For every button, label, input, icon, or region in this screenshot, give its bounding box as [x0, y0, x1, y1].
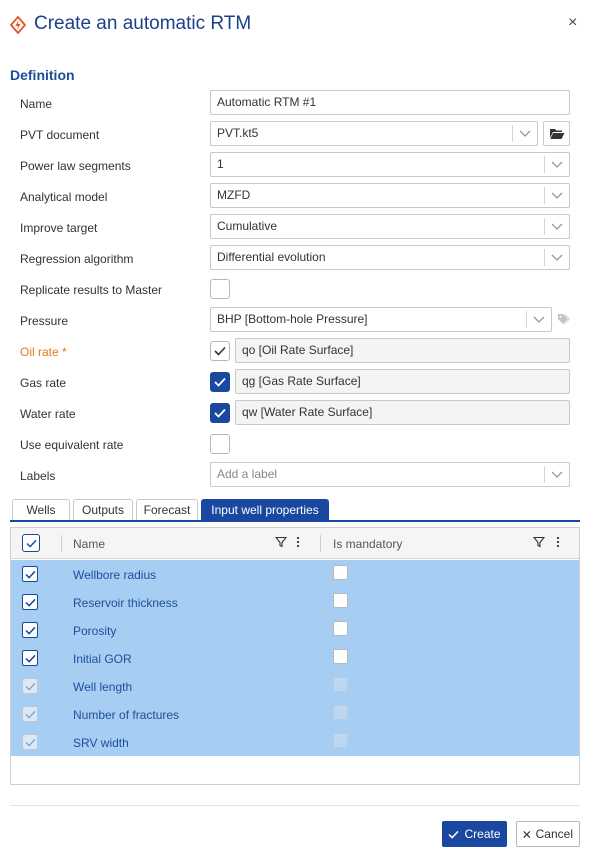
oil-rate-label-text: Oil rate: [20, 345, 59, 359]
cancel-label: Cancel: [535, 827, 573, 841]
name-value: Automatic RTM #1: [217, 95, 317, 109]
check-icon: [448, 830, 459, 839]
rtm-logo-icon: [9, 16, 27, 34]
filter-icon[interactable]: [275, 536, 287, 551]
chevron-down-icon[interactable]: [545, 153, 569, 176]
oil-rate-input[interactable]: [235, 338, 570, 363]
column-menu-icon[interactable]: [556, 536, 560, 551]
row-name: Well length: [73, 680, 133, 694]
replicate-label: Replicate results to Master: [20, 283, 163, 297]
row-select-checkbox[interactable]: [22, 594, 38, 610]
pvt-document-label: PVT document: [20, 128, 100, 142]
power-law-value: 1: [217, 157, 224, 171]
folder-open-icon: [549, 127, 565, 140]
cancel-button[interactable]: [516, 821, 580, 847]
water-rate-label: Water rate: [20, 407, 76, 421]
column-header-mandatory[interactable]: Is mandatory: [333, 537, 403, 551]
mandatory-checkbox[interactable]: [333, 565, 348, 580]
required-mark: *: [62, 345, 67, 359]
table-row[interactable]: [11, 672, 579, 700]
create-label: Create: [464, 827, 501, 841]
create-button[interactable]: [442, 821, 507, 847]
chevron-down-icon[interactable]: [513, 122, 537, 145]
mandatory-checkbox: [333, 677, 348, 692]
power-law-label: Power law segments: [20, 159, 131, 173]
pvt-document-select[interactable]: [210, 121, 538, 146]
replicate-checkbox[interactable]: [210, 279, 230, 299]
row-select-checkbox[interactable]: [22, 622, 38, 638]
name-label: Name: [20, 97, 53, 111]
labels-select[interactable]: [210, 462, 570, 487]
chevron-down-icon[interactable]: [545, 463, 569, 486]
chevron-down-icon[interactable]: [545, 184, 569, 207]
column-menu-icon[interactable]: [296, 536, 300, 551]
chevron-down-icon[interactable]: [527, 308, 551, 331]
tag-icon[interactable]: [557, 313, 571, 328]
gas-rate-checkbox[interactable]: [210, 372, 230, 392]
check-icon: [26, 539, 37, 548]
check-icon: [214, 377, 226, 387]
analytical-model-value: MZFD: [217, 188, 251, 202]
close-icon: [523, 830, 531, 839]
row-name: Number of fractures: [73, 708, 180, 722]
tab-forecast[interactable]: Forecast: [136, 499, 198, 521]
water-rate-input[interactable]: [235, 400, 570, 425]
chevron-down-icon[interactable]: [545, 246, 569, 269]
dialog-title: Create an automatic RTM: [34, 13, 252, 34]
grid-header: [11, 528, 579, 559]
filter-icon[interactable]: [533, 536, 545, 551]
gas-rate-value: qg [Gas Rate Surface]: [242, 374, 361, 388]
close-icon[interactable]: ×: [568, 14, 578, 31]
pvt-document-value: PVT.kt5: [217, 126, 259, 140]
name-input[interactable]: [210, 90, 570, 115]
improve-target-value: Cumulative: [217, 219, 278, 233]
section-title-definition: Definition: [10, 67, 75, 83]
mandatory-checkbox[interactable]: [333, 593, 348, 608]
tab-outputs[interactable]: Outputs: [73, 499, 133, 521]
gas-rate-input[interactable]: [235, 369, 570, 394]
properties-grid: [10, 527, 580, 785]
check-icon: [214, 408, 226, 418]
mandatory-checkbox[interactable]: [333, 649, 348, 664]
column-separator: [61, 535, 62, 552]
mandatory-checkbox: [333, 733, 348, 748]
row-name: SRV width: [73, 736, 129, 750]
row-name: Initial GOR: [73, 652, 132, 666]
regression-algorithm-select[interactable]: [210, 245, 570, 270]
water-rate-value: qw [Water Rate Surface]: [242, 405, 373, 419]
footer-divider: [10, 805, 580, 806]
check-icon: [214, 346, 226, 356]
oil-rate-value: qo [Oil Rate Surface]: [242, 343, 354, 357]
table-row[interactable]: [11, 560, 579, 588]
row-select-checkbox: [22, 706, 38, 722]
row-select-checkbox: [22, 734, 38, 750]
table-row[interactable]: [11, 644, 579, 672]
column-header-name[interactable]: Name: [73, 537, 106, 551]
regression-algorithm-label: Regression algorithm: [20, 252, 134, 266]
analytical-model-select[interactable]: [210, 183, 570, 208]
regression-algorithm-value: Differential evolution: [217, 250, 326, 264]
select-all-checkbox[interactable]: [22, 534, 40, 552]
improve-target-label: Improve target: [20, 221, 98, 235]
oil-rate-checkbox[interactable]: [210, 341, 230, 361]
pressure-select[interactable]: [210, 307, 552, 332]
row-name: Wellbore radius: [73, 568, 157, 582]
oil-rate-label: [20, 345, 67, 359]
power-law-select[interactable]: [210, 152, 570, 177]
water-rate-checkbox[interactable]: [210, 403, 230, 423]
mandatory-checkbox[interactable]: [333, 621, 348, 636]
tab-underline: [10, 520, 580, 522]
row-name: Reservoir thickness: [73, 596, 178, 610]
labels-label: Labels: [20, 469, 56, 483]
pressure-label: Pressure: [20, 314, 69, 328]
labels-placeholder: Add a label: [217, 467, 278, 481]
mandatory-checkbox: [333, 705, 348, 720]
row-select-checkbox: [22, 678, 38, 694]
browse-folder-button[interactable]: [543, 121, 570, 146]
equivalent-rate-label: Use equivalent rate: [20, 438, 124, 452]
row-name: Porosity: [73, 624, 117, 638]
tab-wells[interactable]: Wells: [12, 499, 70, 521]
row-select-checkbox[interactable]: [22, 650, 38, 666]
chevron-down-icon[interactable]: [545, 215, 569, 238]
improve-target-select[interactable]: [210, 214, 570, 239]
gas-rate-label: Gas rate: [20, 376, 67, 390]
row-select-checkbox[interactable]: [22, 566, 38, 582]
tab-input-well-properties[interactable]: Input well properties: [201, 499, 329, 521]
table-row[interactable]: [11, 700, 579, 728]
analytical-model-label: Analytical model: [20, 190, 108, 204]
table-row[interactable]: [11, 588, 579, 616]
pressure-value: BHP [Bottom-hole Pressure]: [217, 312, 368, 326]
table-row[interactable]: [11, 728, 579, 756]
table-row[interactable]: [11, 616, 579, 644]
column-separator: [320, 535, 321, 552]
equivalent-rate-checkbox[interactable]: [210, 434, 230, 454]
